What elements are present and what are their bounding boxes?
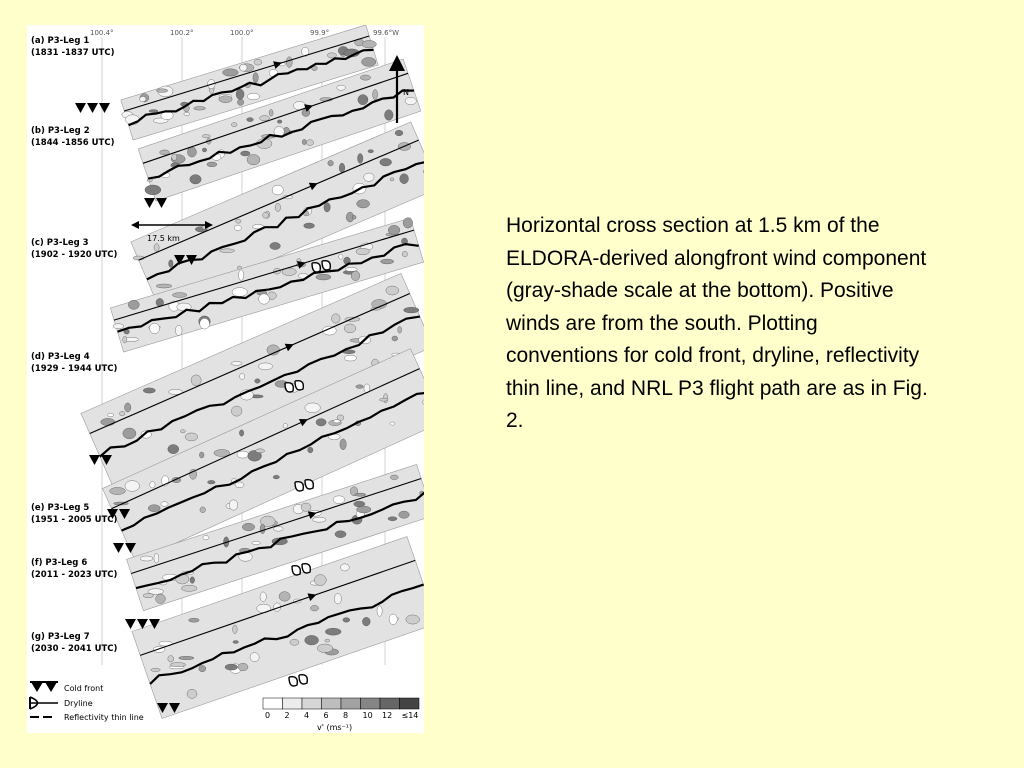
colorbar-tick: 0: [265, 711, 271, 720]
panel-label: (f) P3-Leg 6: [31, 558, 88, 568]
colorbar-swatch: [283, 698, 303, 709]
legend: [30, 682, 144, 722]
colorbar-swatch: [400, 698, 420, 709]
colorbar-label: v' (ms⁻¹): [317, 723, 353, 732]
cold-front-symbol-icon: [30, 682, 58, 692]
north-label: N: [403, 88, 409, 97]
panel-labels: [31, 36, 118, 654]
figure-panel: [27, 25, 424, 733]
panel-time: (1929 - 1944 UTC): [31, 364, 118, 374]
colorbar-tick: 12: [382, 711, 393, 720]
colorbar-swatch: [380, 698, 400, 709]
longitude-label: 99.6°W: [373, 29, 400, 37]
panel-time: (1902 - 1920 UTC): [31, 250, 118, 260]
colorbar-tick: 4: [304, 711, 310, 720]
panel-label: (a) P3-Leg 1: [31, 36, 90, 46]
colorbar-tick: 8: [343, 711, 349, 720]
panel-time: (2011 - 2023 UTC): [31, 570, 118, 580]
panel-time: (1831 -1837 UTC): [31, 48, 115, 58]
colorbar-tick: 6: [323, 711, 329, 720]
panel-label: (e) P3-Leg 5: [31, 503, 90, 513]
cold-front-icon: [125, 619, 160, 629]
colorbar-tick: 2: [284, 711, 290, 720]
legend-cold-front: Cold front: [64, 684, 104, 693]
longitude-label: 99.9°: [310, 29, 330, 37]
colorbar-tick: ≤14: [401, 711, 419, 720]
colorbar: [263, 698, 419, 720]
legend-thin-line: Reflectivity thin line: [64, 713, 144, 722]
dryline-icon: [289, 675, 307, 686]
panel-time: (1844 -1856 UTC): [31, 138, 115, 148]
panel-label: (g) P3-Leg 7: [31, 632, 90, 642]
longitude-label: 100.2°: [170, 29, 194, 37]
colorbar-swatch: [302, 698, 322, 709]
dryline-symbol-icon: [30, 697, 58, 709]
colorbar-swatch: [263, 698, 283, 709]
colorbar-tick: 10: [362, 711, 373, 720]
colorbar-swatch: [341, 698, 361, 709]
panel-time: (1951 - 2005 UTC): [31, 515, 118, 525]
caption-text: Horizontal cross section at 1.5 km of the ELDORA-derived alongfront wind component (gray-shade scale at the bottom). Positive winds are from the south. Plotting conventions for cold front, dryline, reflectivity thin line, and NRL P3 flight path are as in Fig. 2.: [506, 214, 928, 432]
colorbar-swatch: [322, 698, 342, 709]
panel-label: (c) P3-Leg 3: [31, 238, 89, 248]
panel-label: (b) P3-Leg 2: [31, 126, 90, 136]
colorbar-swatch: [361, 698, 381, 709]
panel-time: (2030 - 2041 UTC): [31, 644, 118, 654]
scale-label: 17.5 km: [147, 234, 180, 243]
cold-front-icon: [75, 103, 110, 113]
legend-dryline: Dryline: [64, 699, 93, 708]
longitude-label: 100.4°: [90, 29, 114, 37]
panel-label: (d) P3-Leg 4: [31, 352, 90, 362]
longitude-label: 100.0°: [230, 29, 254, 37]
figure-caption: [506, 210, 931, 438]
wind-field-strips: [75, 25, 424, 718]
